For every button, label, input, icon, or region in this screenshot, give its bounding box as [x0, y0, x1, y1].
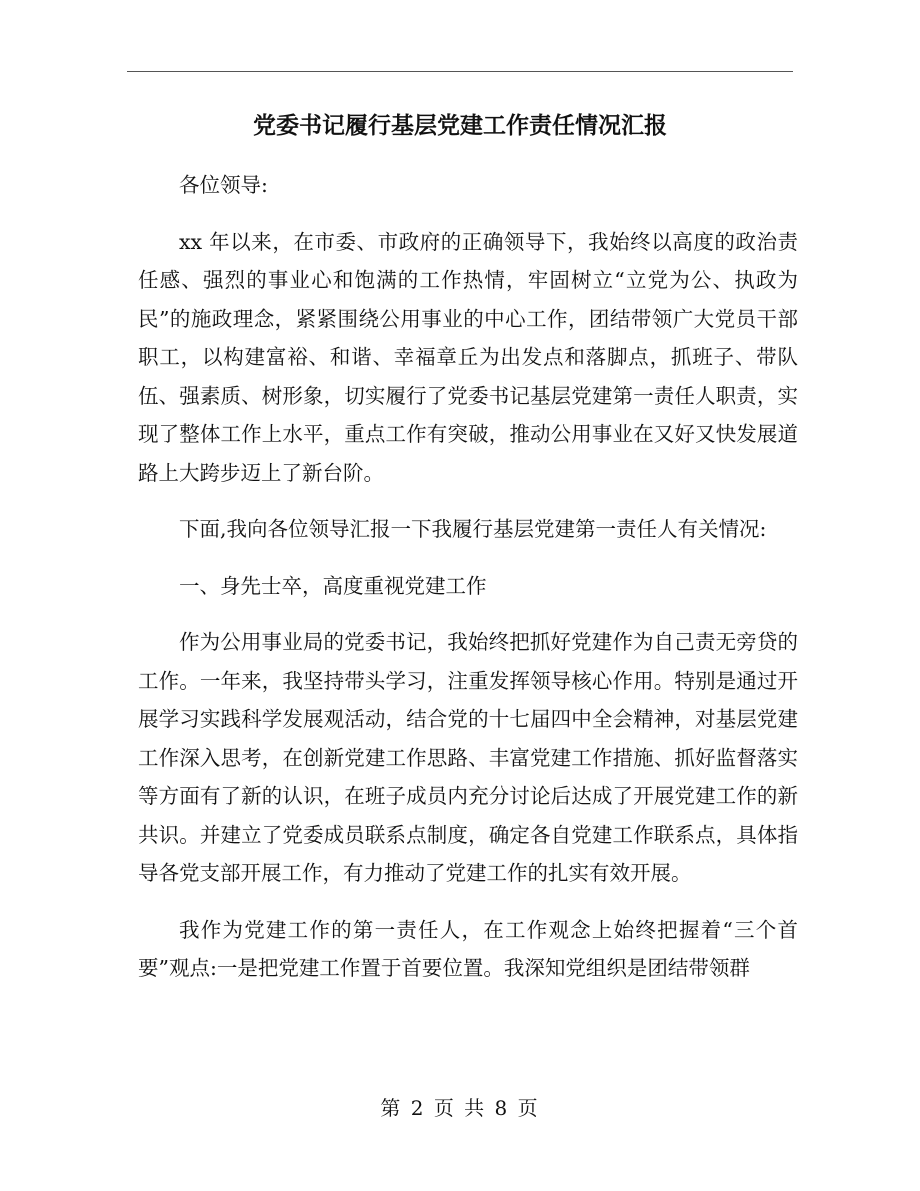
salutation: 各位领导:	[179, 173, 268, 197]
section-paragraph-2: 我作为党建工作的第一责任人，在工作观念上始终把握着“三个首要”观点:一是把党建工作置于首要位置。我深知党组织是团结带领群	[138, 917, 798, 980]
document-title: 党委书记履行基层党建工作责任情况汇报	[253, 112, 667, 139]
header-rule	[127, 71, 793, 72]
document-body	[138, 166, 798, 988]
page-number-footer: 第 2 页 共 8 页	[380, 1096, 540, 1120]
section-heading-1: 一、身先士卒，高度重视党建工作	[179, 573, 487, 598]
paragraph-report-lead: 下面,我向各位领导汇报一下我履行基层党建第一责任人有关情况:	[179, 517, 767, 541]
section-paragraph-1: 作为公用事业局的党委书记，我始终把抓好党建作为自己责无旁贷的工作。一年来，我坚持带头学习，注重发挥领导核心作用。特别是通过开展学习实践科学发展观活动，结合党的十七届四中全会精神，对基层党建工作深入思考，在创新党建工作思路、丰富党建工作措施、抓好监督落实等方面有了新的认识，在班子成员内充分讨论后达成了开展党建工作的新共识。并建立了党委成员联系点制度，确定各自党建工作联系点，具体指导各党支部开展工作，有力推动了党建工作的扎实有效开展。	[138, 630, 798, 885]
paragraph-intro: xx 年以来，在市委、市政府的正确领导下，我始终以高度的政治责任感、强烈的事业心和饱满的工作热情，牢固树立“立党为公、执政为民”的施政理念，紧紧围绕公用事业的中心工作，团结带领广大党员干部职工，以构建富裕、和谐、幸福章丘为出发点和落脚点，抓班子、带队伍、强素质、树形象，切实履行了党委书记基层党建第一责任人职责，实现了整体工作上水平，重点工作有突破，推动公用事业在又好又快发展道路上大跨步迈上了新台阶。	[138, 229, 798, 485]
